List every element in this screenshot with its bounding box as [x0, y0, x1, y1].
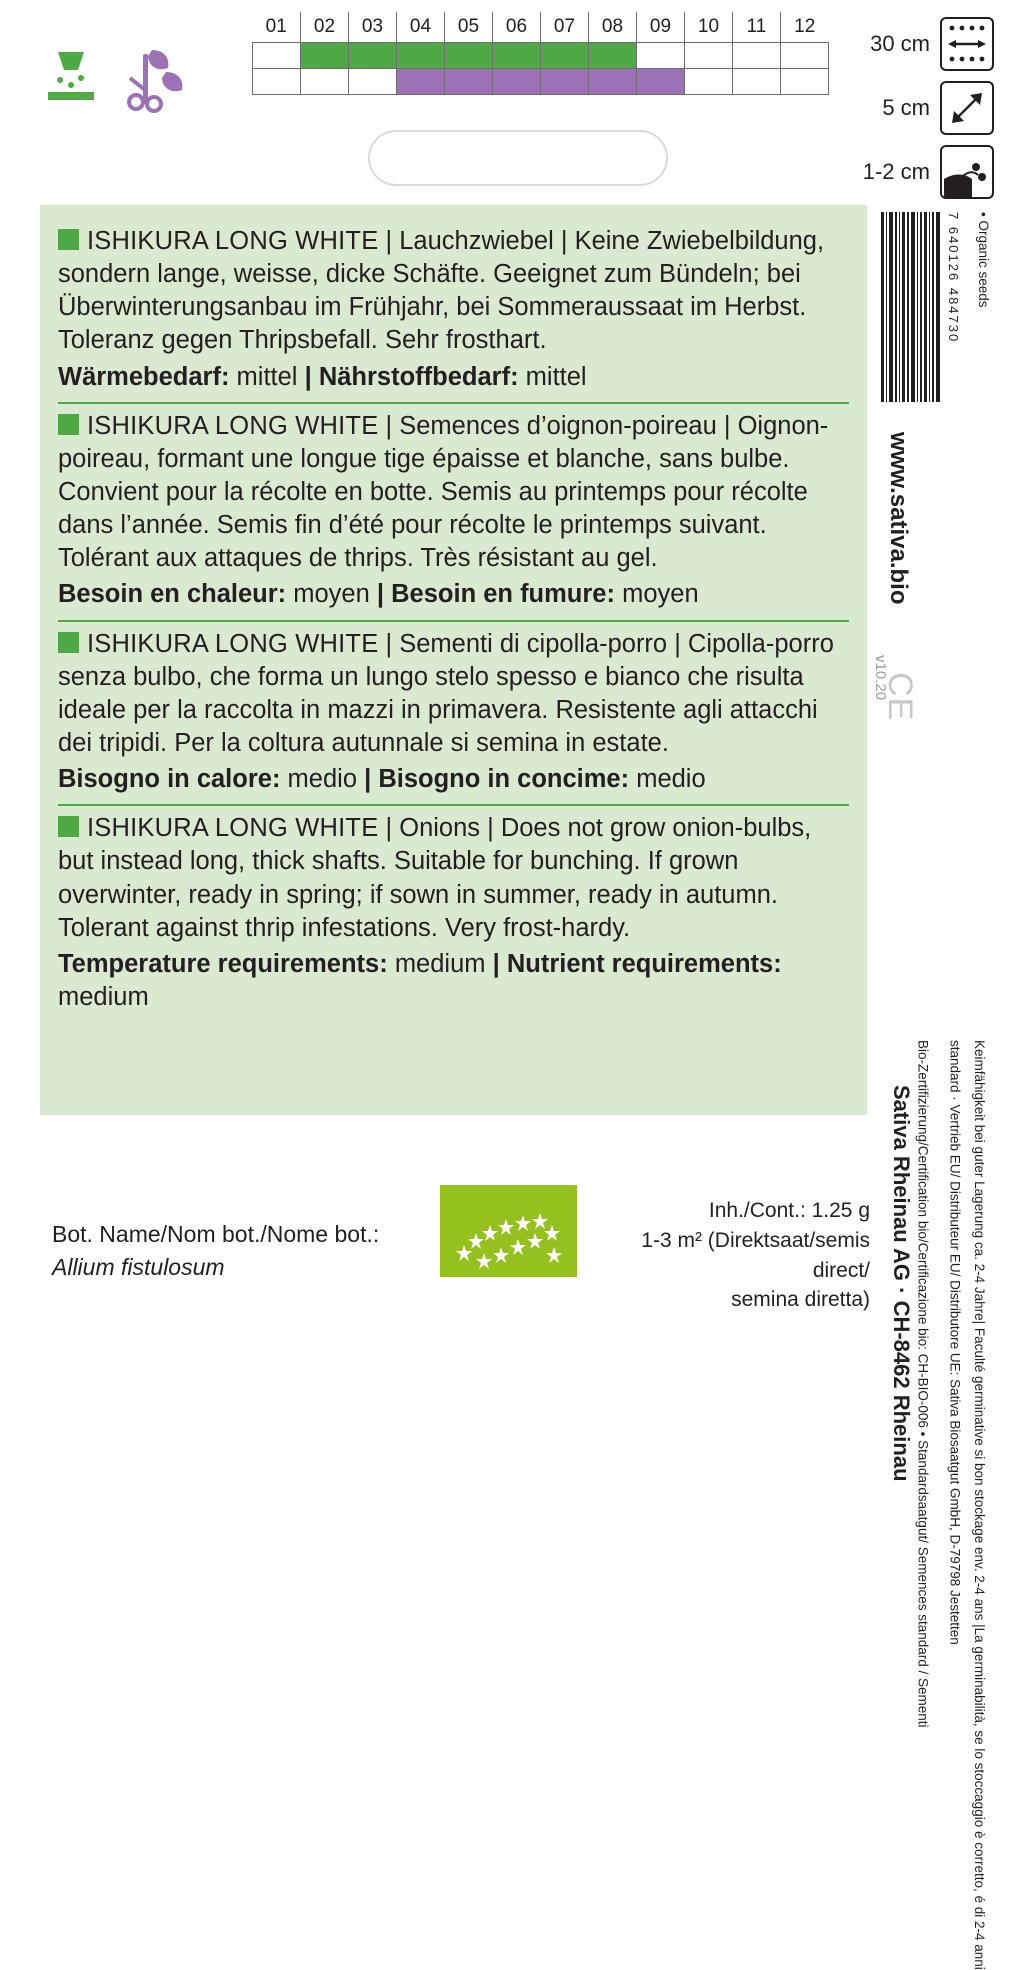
green-square-icon [58, 632, 79, 653]
sowing-calendar [252, 12, 829, 95]
crop-name: Lauchzwiebel [399, 227, 554, 255]
green-square-icon [58, 414, 79, 435]
legal-text-line-2: standard · Vertrieb EU/ Distributeur EU/ Distributore UE: Sativa Biosaatgut GmbH, D-79798 Jestetten [947, 1040, 963, 1645]
harvest-cell [301, 68, 349, 94]
description-block-fr [58, 402, 849, 620]
website-url: www.sativa.bio [885, 432, 912, 605]
version-label: v10.20 [872, 655, 889, 701]
sow-cell [253, 42, 301, 68]
contents-area-cont: semina diretta) [731, 1288, 870, 1312]
blank-oval-field [368, 130, 668, 186]
req-label-1: Wärmebedarf: [58, 362, 230, 391]
harvest-cell [445, 68, 493, 94]
month-cell: 06 [493, 12, 541, 42]
harvest-cell [637, 68, 685, 94]
row-spacing-label: 30 cm [870, 31, 930, 56]
harvest-cell [349, 68, 397, 94]
variety-name: ISHIKURA LONG WHITE [87, 814, 379, 843]
requirements-line: Wärmebedarf: mittel | Nährstoffbedarf: mittel [58, 362, 587, 391]
month-cell: 09 [637, 12, 685, 42]
plant-spacing-icon [940, 81, 994, 135]
harvest-row [253, 68, 829, 94]
crop-description: Oignon-poireau, formant une longue tige épaisse et blanche, sans bulbe. Convient pour la récolte en botte. Semis au printemps pour récolte dans l’année. Semis fin d’été pour récolte le printemps suivant. Tolérant aux attaques de thrips. Très résistant au gel. [58, 411, 829, 573]
plant-spacing-label: 5 cm [882, 95, 930, 120]
req-value-1: moyen [293, 580, 370, 609]
sow-cell [541, 42, 589, 68]
direct-sow-and-cut-icon [44, 44, 204, 116]
spacing-info [754, 16, 994, 208]
req-value-2: medium [58, 982, 149, 1011]
eu-organic-leaf-icon [440, 1185, 577, 1277]
green-square-icon [58, 229, 79, 250]
month-cell: 11 [733, 12, 781, 42]
sowing-depth-label: 1-2 cm [862, 159, 930, 184]
req-value-2: mittel [525, 362, 587, 391]
crop-description: Does not grow onion-bulbs, but instead long, thick shafts. Suitable for bunching. If grown overwinter, ready in spring; if sown in summer, ready in autumn. Tolerant against thrip infestations. Very frost-hardy. [58, 814, 812, 942]
contents-area: 1-3 m² (Direktsaat/semis direct/ [641, 1228, 870, 1282]
month-cell: 01 [253, 12, 301, 42]
crop-description: Cipolla-porro senza bulbo, che forma un lungo stelo spesso e bianco che risulta ideale per la raccolta in mazzi in primavera. Resistente agli attacchi dei tripidi. Per la coltura autunnale si semina in estate. [58, 629, 834, 757]
month-cell: 04 [397, 12, 445, 42]
block-text: ISHIKURA LONG WHITE | Semences d’oignon-poireau | Oignon-poireau, formant une longue tige épaisse et blanche, sans bulbe. Convient pour la récolte en botte. Semis au printemps pour récolte dans l’année. Semis fin d’été pour récolte le printemps suivant. Tolérant aux attaques de thrips. Très résistant au gel. [58, 411, 829, 573]
top-section [0, 0, 1024, 200]
barcode-number: 7 640126 484730 [946, 212, 961, 344]
green-square-icon [58, 816, 79, 837]
req-label-2: Besoin en fumure: [391, 580, 615, 609]
sow-cell [685, 42, 733, 68]
sowing-depth-icon [940, 145, 994, 199]
legal-text-line-1: Bio-Zertifizierung/Certification bio/Certificazione bio: CH-BIO-006 • Standardsaatgut/ Semences standard / Sementi [915, 1040, 931, 1728]
sowing-row [253, 42, 829, 68]
company-name: Sativa Rheinau AG · CH-8462 Rheinau [889, 1085, 914, 1482]
requirements-line: Besoin en chaleur: moyen | Besoin en fumure: moyen [58, 580, 699, 609]
req-label-2: Bisogno in concime: [378, 765, 630, 794]
sow-cell [397, 42, 445, 68]
sow-cell [301, 42, 349, 68]
month-cell: 02 [301, 12, 349, 42]
sow-cell [493, 42, 541, 68]
sow-cell [637, 42, 685, 68]
req-value-1: medio [287, 765, 357, 794]
ce-mark-icon: CE [881, 672, 919, 722]
month-cell: 03 [349, 12, 397, 42]
spacing-row [754, 80, 994, 136]
variety-name: ISHIKURA LONG WHITE [87, 411, 379, 440]
month-cell: 12 [781, 12, 829, 42]
variety-name: ISHIKURA LONG WHITE [87, 629, 379, 658]
variety-name: ISHIKURA LONG WHITE [87, 227, 379, 255]
crop-name: Onions [399, 814, 481, 843]
botanical-name [52, 1218, 379, 1285]
crop-description: Keine Zwiebelbildung, sondern lange, weisse, dicke Schäfte. Geeignet zum Bündeln; bei Überwinterungsanbau im Frühjahr, bei Sommeraussaat im Herbst. Toleranz gegen Thripsbefall. Sehr frosthart. [58, 227, 825, 355]
block-text: ISHIKURA LONG WHITE | Onions | Does not grow onion-bulbs, but instead long, thick shafts. Suitable for bunching. If grown overwinter, ready in spring; if sown in summer, ready in autumn. Tolerant against thrip infestations. Very frost-hardy. [58, 814, 812, 942]
crop-name: Semences d’oignon-poireau [399, 411, 717, 440]
req-value-1: mittel [236, 362, 298, 391]
botanical-name-value: Allium fistulosum [52, 1254, 225, 1281]
req-label-2: Nährstoffbedarf: [318, 362, 519, 391]
month-cell: 10 [685, 12, 733, 42]
requirements-line: Bisogno in calore: medio | Bisogno in concime: medio [58, 765, 706, 794]
contents-info [590, 1196, 870, 1315]
month-cell: 08 [589, 12, 637, 42]
legal-text-line-3: Keimfähigkeit bei guter Lagerung ca. 2-4 Jahre| Faculté germinative si bon stockage env. 2-4 ans |La germinabilità, se lo stoccaggio è corretto, é di 2-4 anni [972, 1040, 987, 1970]
harvest-cell [253, 68, 301, 94]
month-cell: 05 [445, 12, 493, 42]
sow-cell [349, 42, 397, 68]
harvest-cell [541, 68, 589, 94]
req-label-2: Nutrient requirements: [506, 949, 782, 978]
description-panel [40, 205, 867, 1115]
req-label-1: Temperature requirements: [58, 949, 388, 978]
block-text: ISHIKURA LONG WHITE | Sementi di cipolla-porro | Cipolla-porro senza bulbo, che forma un lungo stelo spesso e bianco che risulta ideale per la raccolta in mazzi in primavera. Resistente agli attacchi dei tripidi. Per la coltura autunnale si semina in estate. [58, 629, 834, 757]
sow-cell [589, 42, 637, 68]
calendar-months-row [253, 12, 829, 42]
spacing-row [754, 144, 994, 200]
req-value-2: medio [636, 765, 706, 794]
harvest-cell [589, 68, 637, 94]
botanical-name-label: Bot. Name/Nom bot./Nome bot.: [52, 1221, 380, 1247]
description-block-it [58, 620, 849, 805]
req-label-1: Besoin en chaleur: [58, 580, 287, 609]
harvest-cell [685, 68, 733, 94]
month-cell: 07 [541, 12, 589, 42]
requirements-line: Temperature requirements: medium | Nutrient requirements: medium [58, 949, 782, 1011]
description-block-en [58, 804, 849, 1022]
description-block-de [58, 219, 849, 402]
barcode-icon [880, 212, 942, 402]
crop-name: Sementi di cipolla-porro [399, 629, 668, 658]
harvest-cell [493, 68, 541, 94]
harvest-cell [397, 68, 445, 94]
row-spacing-icon [940, 17, 994, 71]
organic-seeds-label: • Organic seeds [976, 212, 991, 308]
spacing-row [754, 16, 994, 72]
sowing-icons [44, 44, 204, 114]
contents-weight: Inh./Cont.: 1.25 g [708, 1199, 870, 1222]
req-label-1: Bisogno in calore: [58, 765, 281, 794]
block-text: ISHIKURA LONG WHITE | Lauchzwiebel | Keine Zwiebelbildung, sondern lange, weisse, dicke Schäfte. Geeignet zum Bündeln; bei Überwinterungsanbau im Frühjahr, bei Sommeraussaat im Herbst. Toleranz gegen Thripsbefall. Sehr frosthart. [58, 227, 825, 355]
req-value-1: medium [394, 949, 486, 978]
sow-cell [445, 42, 493, 68]
req-value-2: moyen [622, 580, 699, 609]
